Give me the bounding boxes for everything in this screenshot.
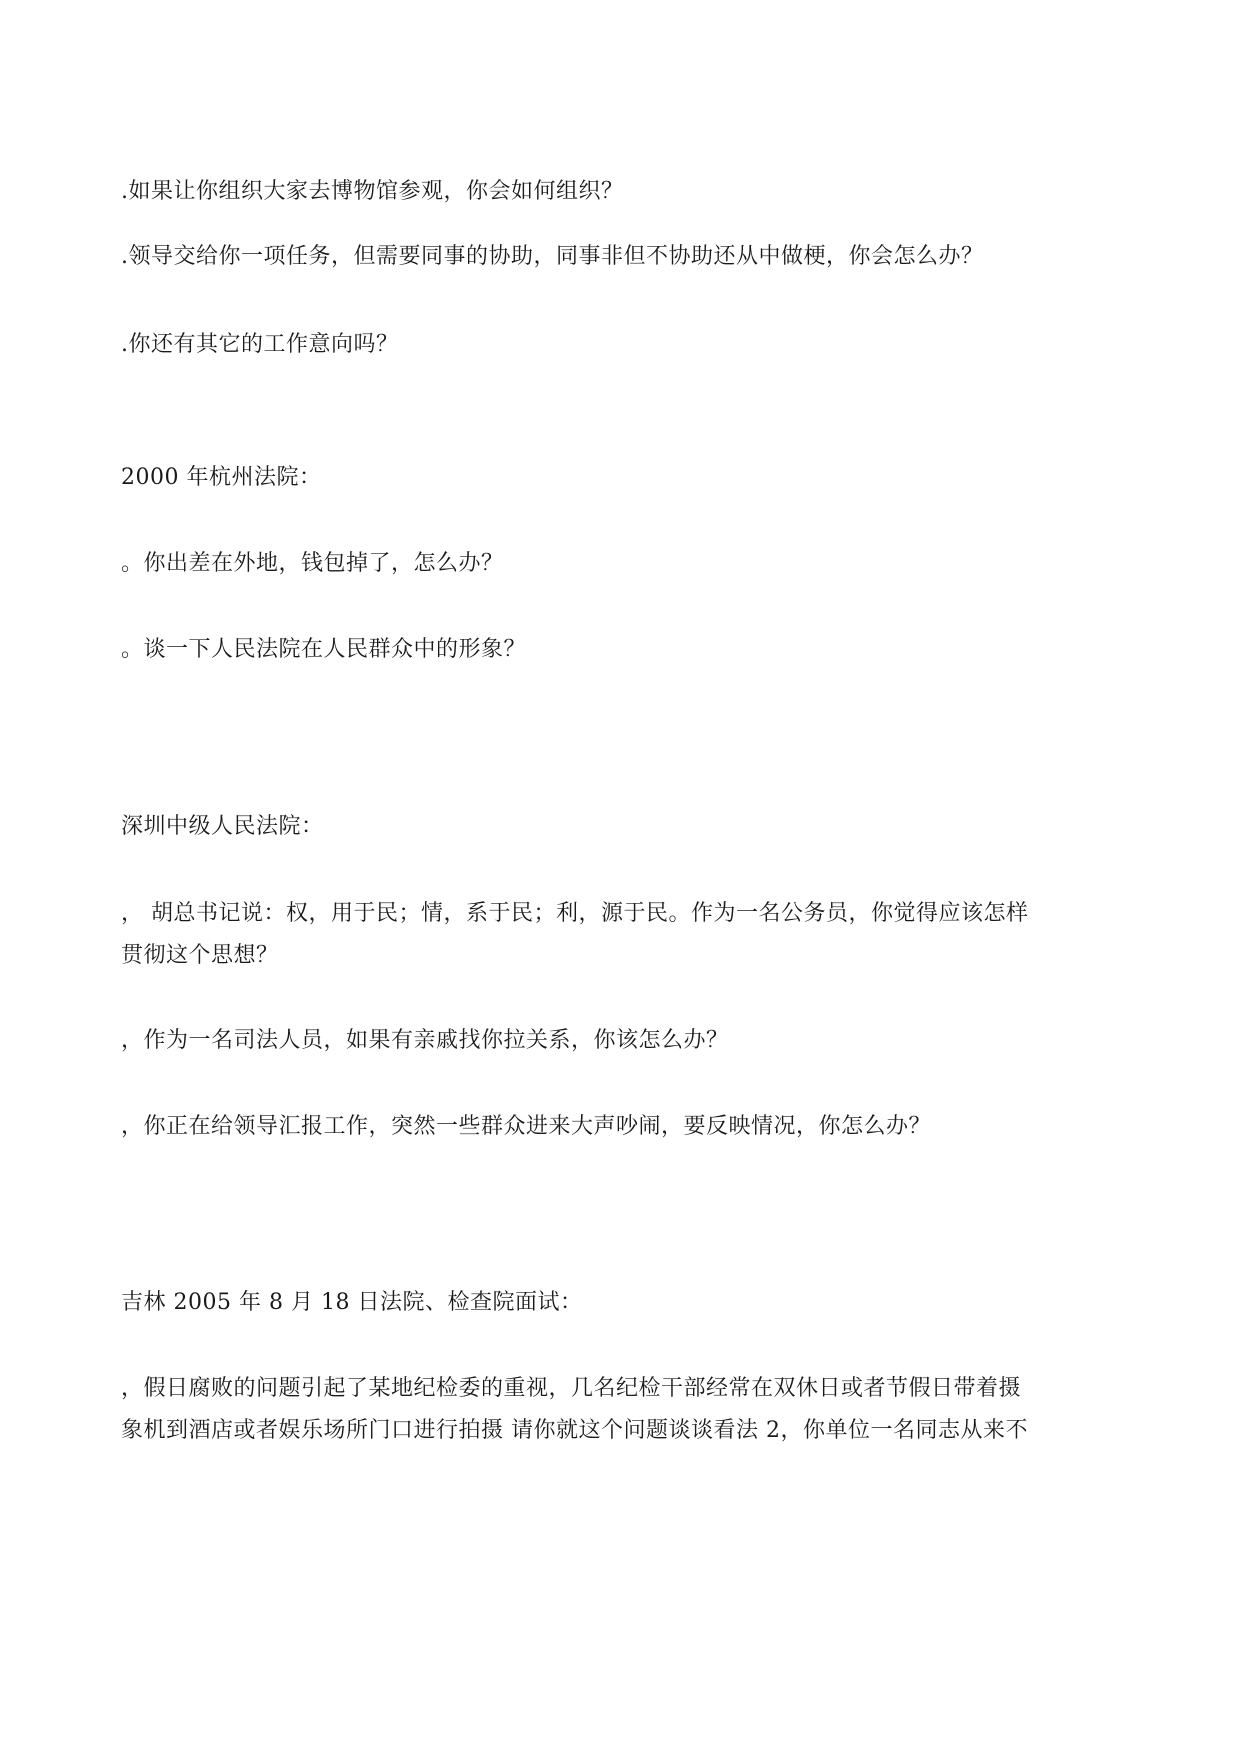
question-other-job-intentions: .你还有其它的工作意向吗？ bbox=[121, 332, 399, 357]
question-hu-quote-line-1: ， 胡总书记说：权，用于民；情，系于民；利，源于民。作为一名公务员，你觉得应该怎样 bbox=[121, 901, 1029, 926]
question-court-image: 。谈一下人民法院在人民群众中的形象？ bbox=[121, 637, 527, 662]
question-holiday-corruption-line-1: ，假日腐败的问题引起了某地纪检委的重视，几名纪检干部经常在双休日或者节假日带着摄 bbox=[121, 1376, 1022, 1401]
question-relatives-connections: ，作为一名司法人员，如果有亲戚找你拉关系，你该怎么办？ bbox=[121, 1028, 729, 1053]
section-heading-jilin-2005: 吉林 2005 年 8 月 18 日法院、检查院面试： bbox=[121, 1290, 583, 1315]
question-crowd-disturbance: ，你正在给领导汇报工作，突然一些群众进来大声吵闹，要反映情况，你怎么办？ bbox=[121, 1114, 932, 1139]
question-holiday-corruption-line-2: 象机到酒店或者娱乐场所门口进行拍摄 请你就这个问题谈谈看法 2，你单位一名同志从来不 bbox=[121, 1418, 1028, 1443]
question-colleague-obstruction: .领导交给你一项任务，但需要同事的协助，同事非但不协助还从中做梗，你会怎么办？ bbox=[121, 244, 984, 269]
section-heading-hangzhou-court-2000: 2000 年杭州法院： bbox=[121, 465, 322, 490]
question-museum-visit: .如果让你组织大家去博物馆参观，你会如何组织？ bbox=[121, 179, 624, 204]
question-lost-wallet: 。你出差在外地，钱包掉了，怎么办？ bbox=[121, 551, 504, 576]
section-heading-shenzhen-court: 深圳中级人民法院： bbox=[121, 814, 324, 839]
question-hu-quote-line-2: 贯彻这个思想？ bbox=[121, 943, 279, 968]
